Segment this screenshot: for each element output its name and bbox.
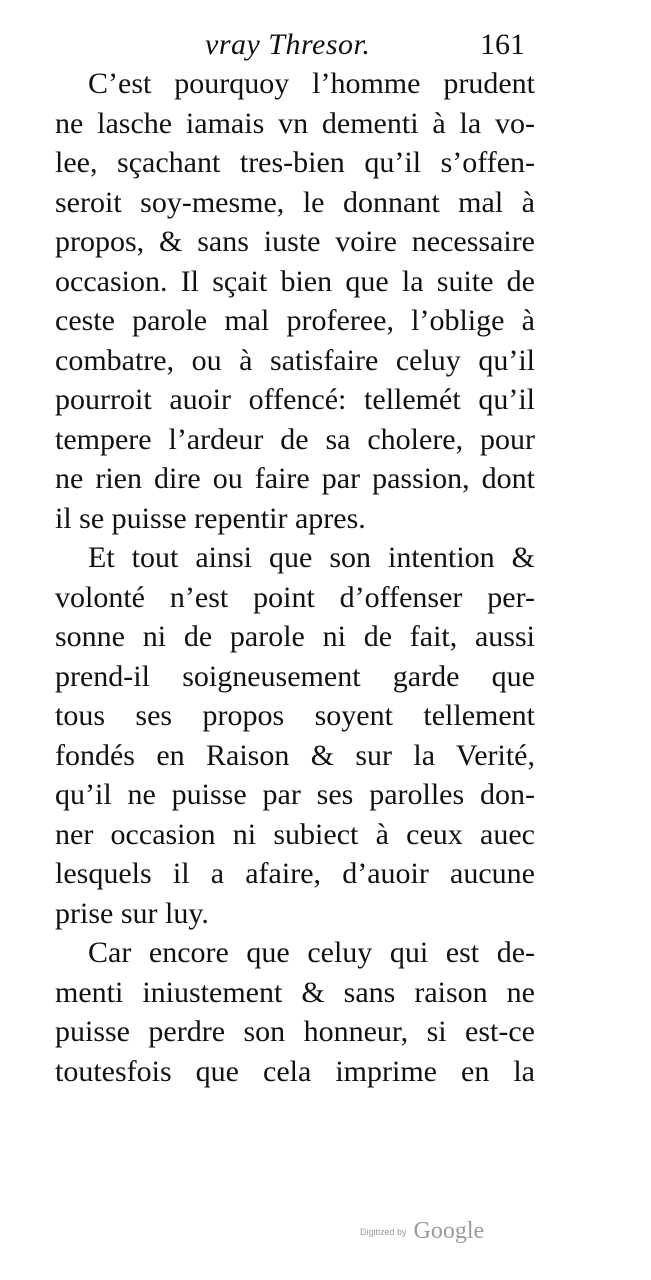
text-line: C’est pourquoy l’homme prudent [88, 67, 535, 100]
text-line: prend-il soigneusement garde que [55, 659, 535, 693]
google-logo: Google [413, 1218, 485, 1244]
body-text [55, 64, 535, 1091]
page-number: 161 [480, 28, 525, 61]
text-line: prise sur luy. [55, 896, 209, 930]
text-line: combatre, ou à satisfaire celuy qu’il [55, 343, 535, 377]
paragraph-3 [55, 933, 535, 1091]
text-line: lesquels il a afaire, d’auoir aucune [55, 857, 535, 890]
watermark-prefix: Digitized by [360, 1226, 407, 1237]
text-line: tempere l’ardeur de sa cholere, pour [55, 422, 535, 456]
running-title: vray Thresor. [205, 28, 371, 61]
text-line: menti iniustement & sans raison ne [55, 975, 535, 1009]
text-line: tous ses propos soyent tellement [55, 699, 535, 732]
text-line: toutesfois que cela imprime en la [55, 1054, 535, 1088]
text-line: sonne ni de parole ni de fait, aussi [55, 620, 535, 653]
paragraph-1 [55, 64, 535, 538]
paragraph-2 [55, 538, 535, 933]
text-line: ne rien dire ou faire par passion, dont [55, 462, 535, 495]
text-line: occasion. Il sçait bien que la suite de [55, 264, 535, 298]
text-line: propos, & sans iuste voire necessaire [55, 225, 535, 258]
text-line: ner occasion ni subiect à ceux auec [55, 817, 535, 851]
text-line: qu’il ne puisse par ses parolles don- [55, 778, 535, 811]
text-line: ne lasche iamais vn dementi à la vo- [55, 106, 535, 140]
text-line: ceste parole mal proferee, l’oblige à [55, 304, 535, 337]
text-line: Et tout ainsi que son intention & [88, 541, 535, 574]
digitized-watermark [360, 1218, 484, 1248]
running-header [0, 28, 651, 68]
text-line: seroit soy-mesme, le donnant mal à [55, 185, 535, 219]
text-line: pourroit auoir offencé: tellemét qu’il [55, 383, 535, 416]
text-line: puisse perdre son honneur, si est-ce [55, 1015, 535, 1048]
text-line: il se puisse repentir apres. [55, 501, 366, 535]
text-line: Car encore que celuy qui est de- [88, 936, 535, 969]
text-line: volonté n’est point d’offenser per- [55, 580, 535, 614]
text-line: lee, sçachant tres-bien qu’il s’offen- [55, 146, 535, 179]
text-line: fondés en Raison & sur la Verité, [55, 738, 535, 772]
